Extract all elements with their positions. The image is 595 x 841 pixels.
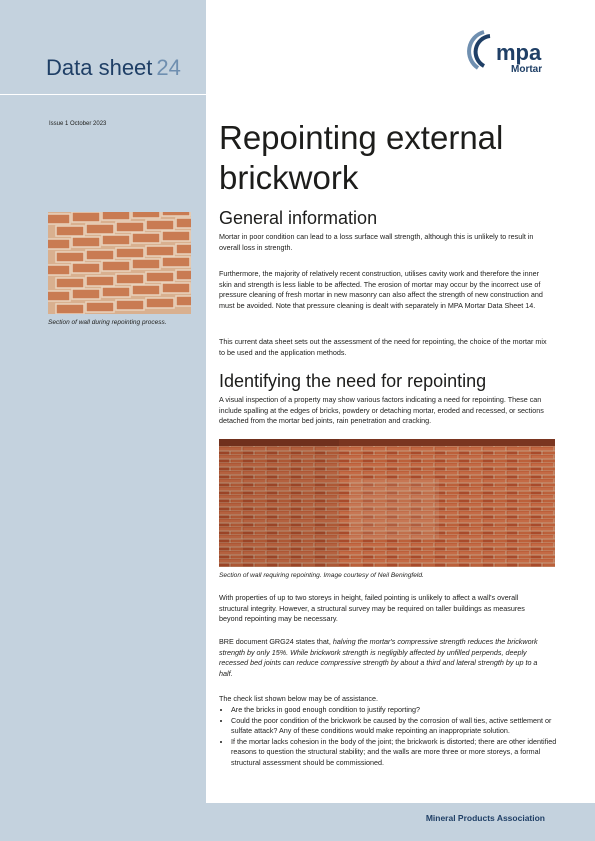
identify-paragraph-4: The check list shown below may be of assistance.	[219, 694, 378, 703]
heading-identifying-need: Identifying the need for repointing	[219, 371, 487, 391]
brick-repointing-photo	[48, 212, 191, 314]
issue-date: Issue 1 October 2023	[49, 121, 107, 127]
list-item: • Are the bricks in good enough condition to justify reporting?	[231, 705, 561, 716]
wall-requiring-repointing-photo	[219, 439, 555, 567]
checklist	[219, 705, 561, 768]
identify-paragraph-1: A visual inspection of a property may show various factors indicating a need for repointing. These can include spalling at the edges of bricks, powdery or detaching mortar, eroded and recessed, or sections detached from the mortar bed joints, rain penetration and cracking.	[219, 395, 544, 425]
heading-general-information: General information	[219, 208, 378, 228]
page-title: Repointing external brickwork	[219, 119, 504, 196]
data-sheet-title: Data sheet 24	[46, 55, 181, 80]
footer	[0, 803, 595, 841]
footer-organisation: Mineral Products Association	[425, 813, 545, 823]
logo-subtitle: Mortar	[511, 64, 543, 75]
list-item: • Could the poor condition of the brickwork be caused by the corrosion of wall ties, active settlement or sulfate attack? Any of these conditions would make repointing an inappropriate solution.	[231, 716, 561, 737]
list-item: • If the mortar lacks cohesion in the body of the joint; the brickwork is distorted; there are other identified reasons to question the structural stability; and the walls are more three or more storeys, a formal structural assessment should be commissioned.	[231, 737, 561, 769]
general-paragraph-2: Furthermore, the majority of relatively recent construction, utilises cavity work and therefore the inner skin and strength is less liable to be affected. The erosion of mortar may occur by the incorrect use of pressure cleaning of fresh mortar in new masonry can also affect the strength of new construction and must be avoided. Note that pressure cleaning is dealt with separately in MPA Mortar Data Sheet 14.	[219, 269, 543, 310]
identify-paragraph-3: BRE document GRG24 states that, halving the mortar's compressive strength reduces the brickwork strength by only 15%. While brickwork strength is negligibly affected by unfilled perpends, deeply recessed bed joints can reduce compressive strength by about a third and lateral strength by up to a half.	[219, 637, 538, 678]
header-band	[0, 0, 206, 95]
general-paragraph-1: Mortar in poor condition can lead to a loss surface wall strength, although this is unlikely to result in overall loss in strength.	[219, 232, 534, 252]
photo-caption-main: Section of wall requiring repointing. Image courtesy of Neil Beningfeld.	[219, 572, 424, 579]
logo-text: mpa	[496, 40, 542, 65]
photo-caption-sidebar: Section of wall during repointing process.	[48, 319, 167, 326]
general-paragraph-3: This current data sheet sets out the assessment of the need for repointing, the choice of the mortar mix to be used and the application methods.	[219, 337, 547, 357]
identify-paragraph-2: With properties of up to two storeys in height, failed pointing is unlikely to affect a wall's overall structural integrity. However, a structural survey may be required on taller buildings as measures beyond repointing may be necessary.	[219, 593, 525, 623]
